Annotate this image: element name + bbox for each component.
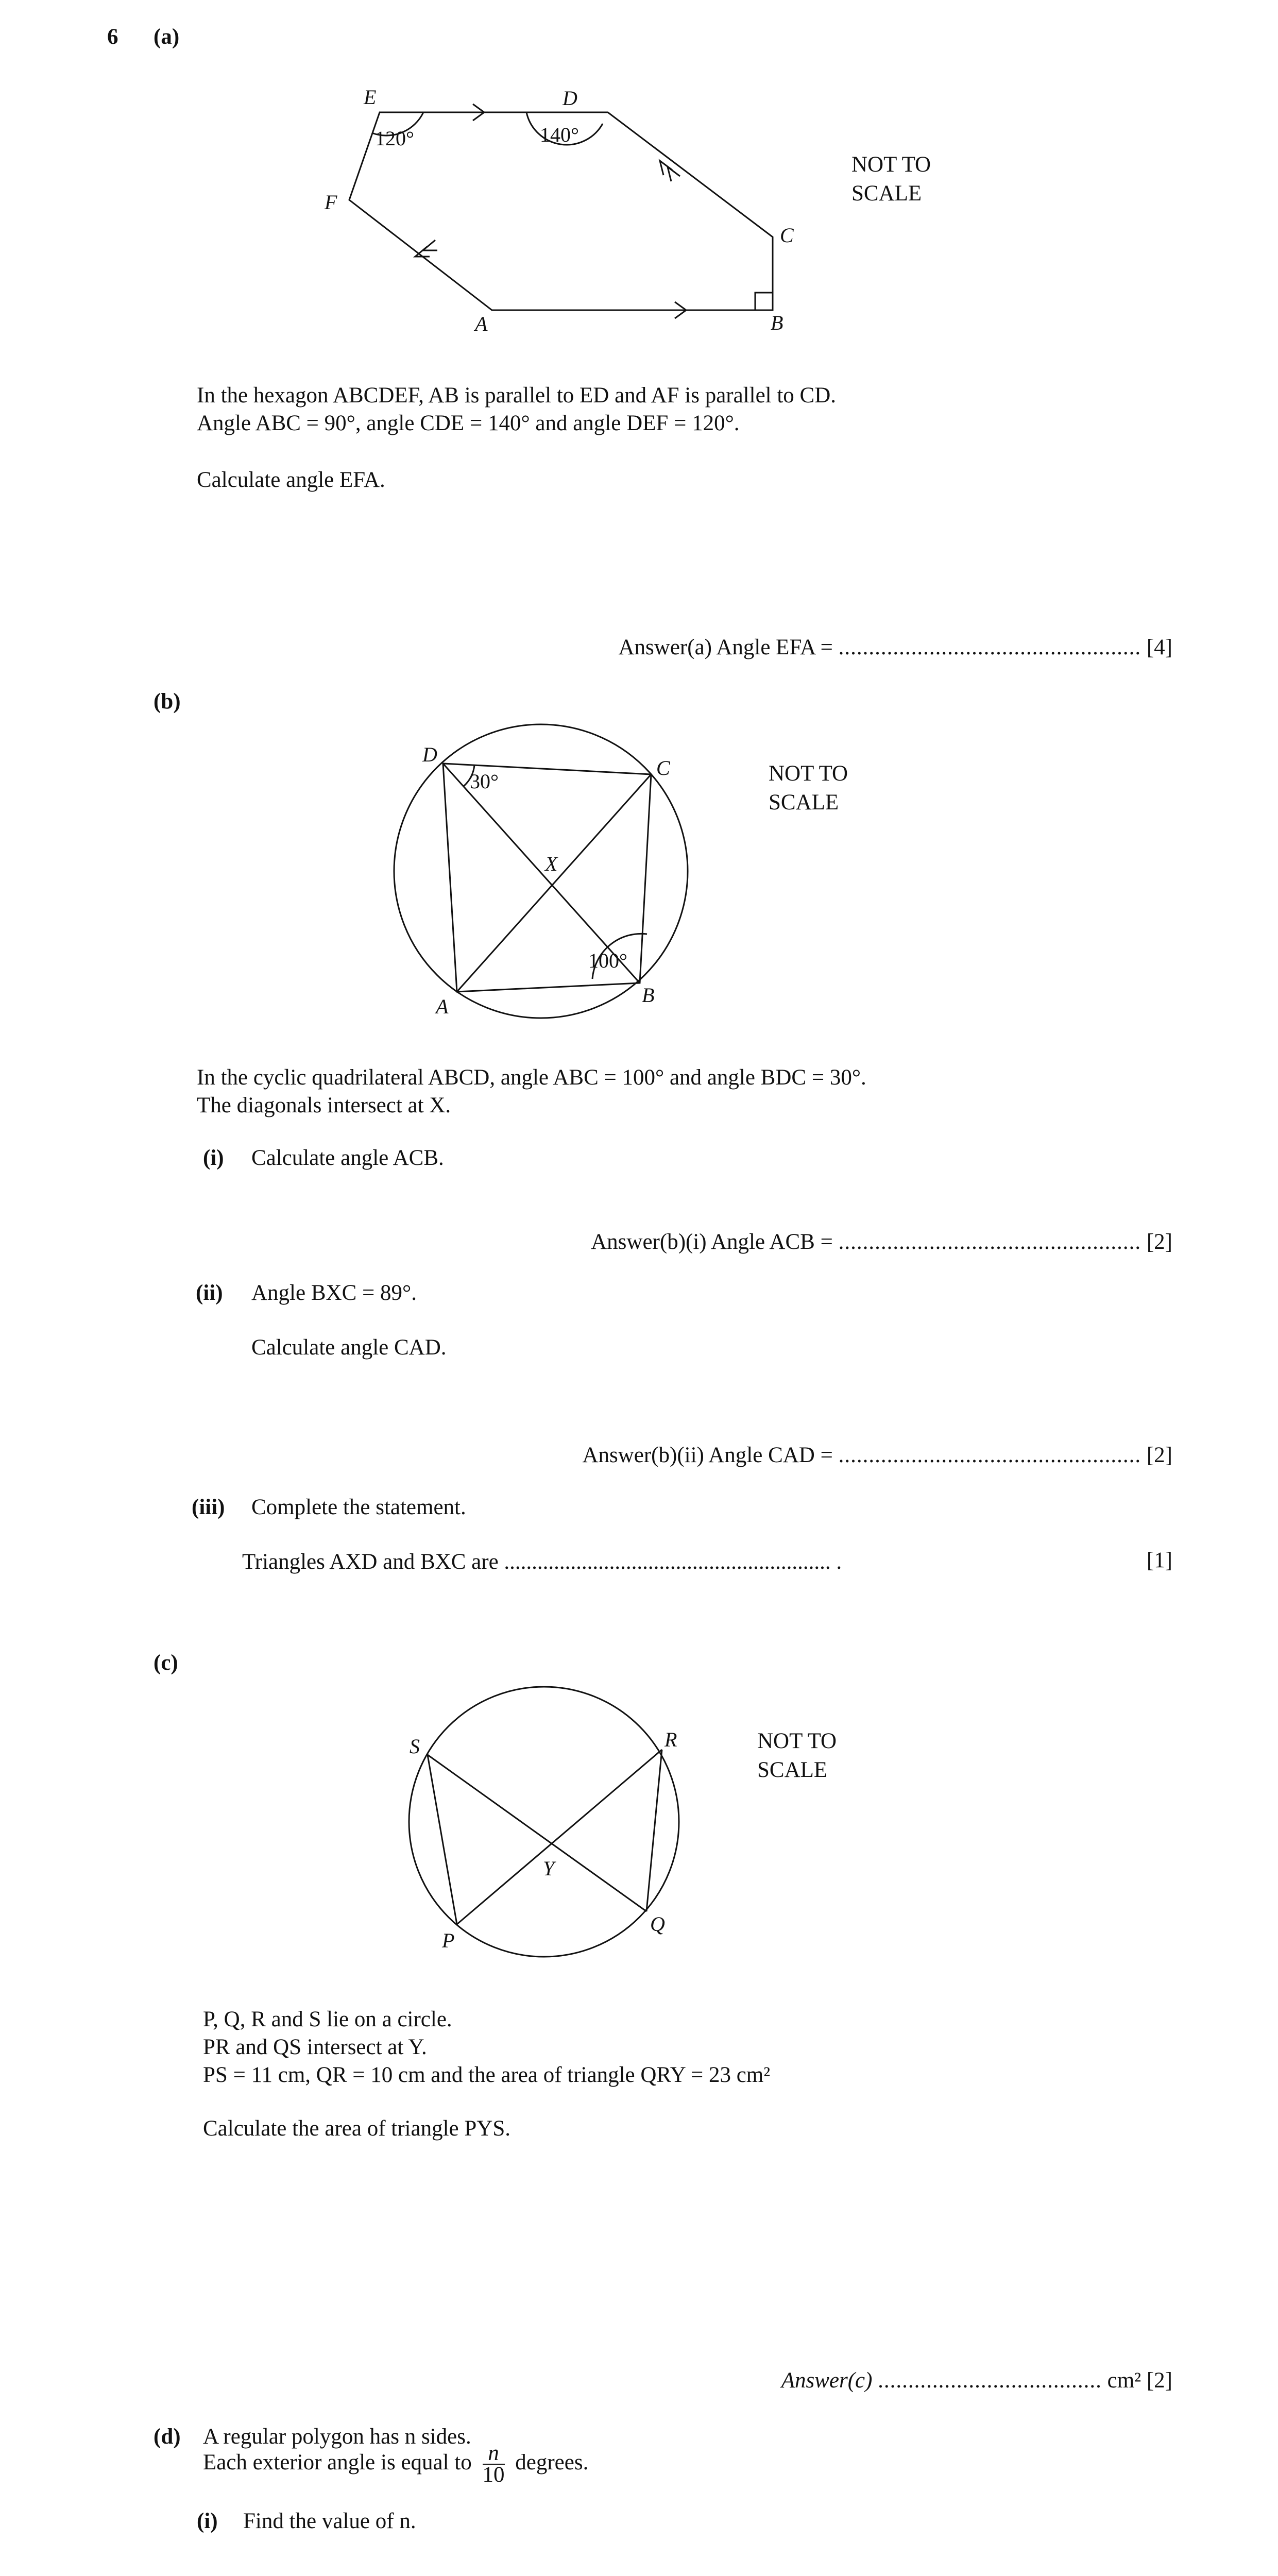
part-c-line2: PR and QS intersect at Y. bbox=[203, 2035, 427, 2059]
vertex-x-b: X bbox=[545, 852, 558, 875]
chord-sp bbox=[428, 1755, 457, 1924]
not-to-scale-b: NOT TO SCALE bbox=[769, 761, 848, 815]
part-c-line1: P, Q, R and S lie on a circle. bbox=[203, 2007, 452, 2031]
part-c-line3: PS = 11 cm, QR = 10 cm and the area of triangle QRY = 23 cm² bbox=[203, 2063, 771, 2087]
vertex-b: B bbox=[771, 311, 783, 334]
part-b-line1: In the cyclic quadrilateral ABCD, angle ABC = 100° and angle BDC = 30°. bbox=[197, 1065, 866, 1090]
angle-label-e: 120° bbox=[375, 127, 414, 150]
arrow-af-1 bbox=[415, 246, 430, 257]
answer-c-prefix: Answer(c) bbox=[781, 2368, 873, 2393]
cyclic-quadrilateral-diagram bbox=[0, 696, 1278, 1030]
part-b-iii-label: (iii) bbox=[192, 1495, 225, 1519]
part-b-i-label: (i) bbox=[203, 1146, 224, 1170]
answer-a-marks: [4] bbox=[1146, 635, 1172, 659]
part-d-line2-post: degrees. bbox=[515, 2450, 589, 2475]
answer-b-ii-prefix: Answer(b)(ii) Angle CAD = bbox=[582, 1443, 839, 1467]
question-number: 6 bbox=[107, 25, 118, 49]
part-b-iii-statement: Triangles AXD and BXC are ........................................................... . bbox=[242, 1550, 842, 1574]
vertex-c: C bbox=[780, 224, 794, 247]
part-d-line2 bbox=[203, 2443, 588, 2485]
part-d-i-label: (i) bbox=[197, 2509, 218, 2533]
part-a-line2: Angle ABC = 90°, angle CDE = 140° and angle DEF = 120°. bbox=[197, 411, 740, 435]
part-c-label: (c) bbox=[154, 1651, 178, 1675]
vertex-d: D bbox=[563, 87, 577, 110]
part-d-label: (d) bbox=[154, 2425, 181, 2449]
answer-c-marks: [2] bbox=[1146, 2368, 1172, 2393]
fraction-denominator: 10 bbox=[482, 2463, 505, 2487]
vertex-a: A bbox=[475, 312, 488, 335]
part-a-line1: In the hexagon ABCDEF, AB is parallel to ED and AF is parallel to CD. bbox=[197, 383, 837, 408]
part-a-label: (a) bbox=[154, 25, 180, 49]
part-b-iii-marks: [1] bbox=[1146, 1548, 1172, 1572]
part-d-line2-pre: Each exterior angle is equal to bbox=[203, 2450, 472, 2475]
not-to-scale-a: NOT TO SCALE bbox=[851, 152, 931, 206]
answer-a bbox=[619, 635, 1173, 660]
fraction-numerator: n bbox=[483, 2443, 505, 2465]
vertex-a-b: A bbox=[436, 995, 449, 1018]
vertex-p: P bbox=[442, 1929, 455, 1952]
statement-text: Triangles AXD and BXC are bbox=[242, 1550, 499, 1574]
statement-answer-field[interactable]: ........................................................... bbox=[504, 1550, 831, 1574]
part-b-iii-text: Complete the statement. bbox=[251, 1495, 466, 1519]
angle-label-d-b: 30° bbox=[470, 770, 499, 793]
answer-b-i bbox=[591, 1229, 1172, 1255]
answer-c-unit: cm² bbox=[1107, 2368, 1141, 2393]
arrow-cd-1 bbox=[660, 161, 672, 175]
answer-b-ii bbox=[582, 1443, 1172, 1468]
answer-b-i-marks: [2] bbox=[1146, 1230, 1172, 1254]
answer-c-field[interactable]: ..................................... bbox=[878, 2368, 1102, 2393]
chord-sq bbox=[428, 1755, 646, 1911]
part-b-ii-text2: Calculate angle CAD. bbox=[251, 1335, 447, 1360]
vertex-s: S bbox=[410, 1735, 420, 1758]
vertex-f: F bbox=[325, 191, 337, 214]
fraction-n-over-10 bbox=[483, 2443, 505, 2485]
answer-b-ii-field[interactable]: .................................................. bbox=[838, 1443, 1141, 1467]
answer-a-prefix: Answer(a) Angle EFA = bbox=[618, 635, 839, 659]
vertex-e: E bbox=[364, 86, 377, 109]
part-d-i-text: Find the value of n. bbox=[243, 2509, 416, 2533]
arrow-af-2 bbox=[423, 240, 437, 250]
part-b-i-text: Calculate angle ACB. bbox=[251, 1146, 444, 1170]
circle-c bbox=[409, 1687, 679, 1957]
vertex-c-b: C bbox=[656, 756, 670, 779]
part-b-ii-label: (ii) bbox=[196, 1281, 223, 1305]
answer-c bbox=[781, 2368, 1172, 2393]
part-d-line1: A regular polygon has n sides. bbox=[203, 2425, 471, 2449]
angle-label-d: 140° bbox=[540, 123, 579, 146]
answer-b-i-field[interactable]: .................................................. bbox=[838, 1230, 1141, 1254]
part-a-instruction: Calculate angle EFA. bbox=[197, 468, 385, 492]
chord-pr bbox=[457, 1750, 662, 1924]
arrow-cd-2 bbox=[668, 167, 680, 181]
angle-label-b-b: 100° bbox=[588, 949, 627, 972]
answer-b-ii-marks: [2] bbox=[1146, 1443, 1172, 1467]
vertex-r: R bbox=[664, 1728, 677, 1751]
part-b-line2: The diagonals intersect at X. bbox=[197, 1093, 451, 1117]
circle-chords-diagram bbox=[0, 1674, 1278, 1958]
right-angle-marker bbox=[755, 293, 773, 310]
hexagon-diagram bbox=[0, 0, 1278, 361]
chord-rq bbox=[646, 1750, 662, 1911]
vertex-y: Y bbox=[543, 1857, 555, 1880]
vertex-b-b: B bbox=[642, 984, 655, 1007]
vertex-d-b: D bbox=[422, 743, 437, 766]
part-c-instruction: Calculate the area of triangle PYS. bbox=[203, 2116, 511, 2141]
answer-b-i-prefix: Answer(b)(i) Angle ACB = bbox=[591, 1230, 839, 1254]
part-b-ii-text1: Angle BXC = 89°. bbox=[251, 1281, 417, 1305]
not-to-scale-c: NOT TO SCALE bbox=[757, 1729, 837, 1782]
part-b-label: (b) bbox=[154, 689, 181, 714]
vertex-q: Q bbox=[650, 1912, 665, 1936]
answer-a-field[interactable]: .................................................. bbox=[838, 635, 1141, 659]
